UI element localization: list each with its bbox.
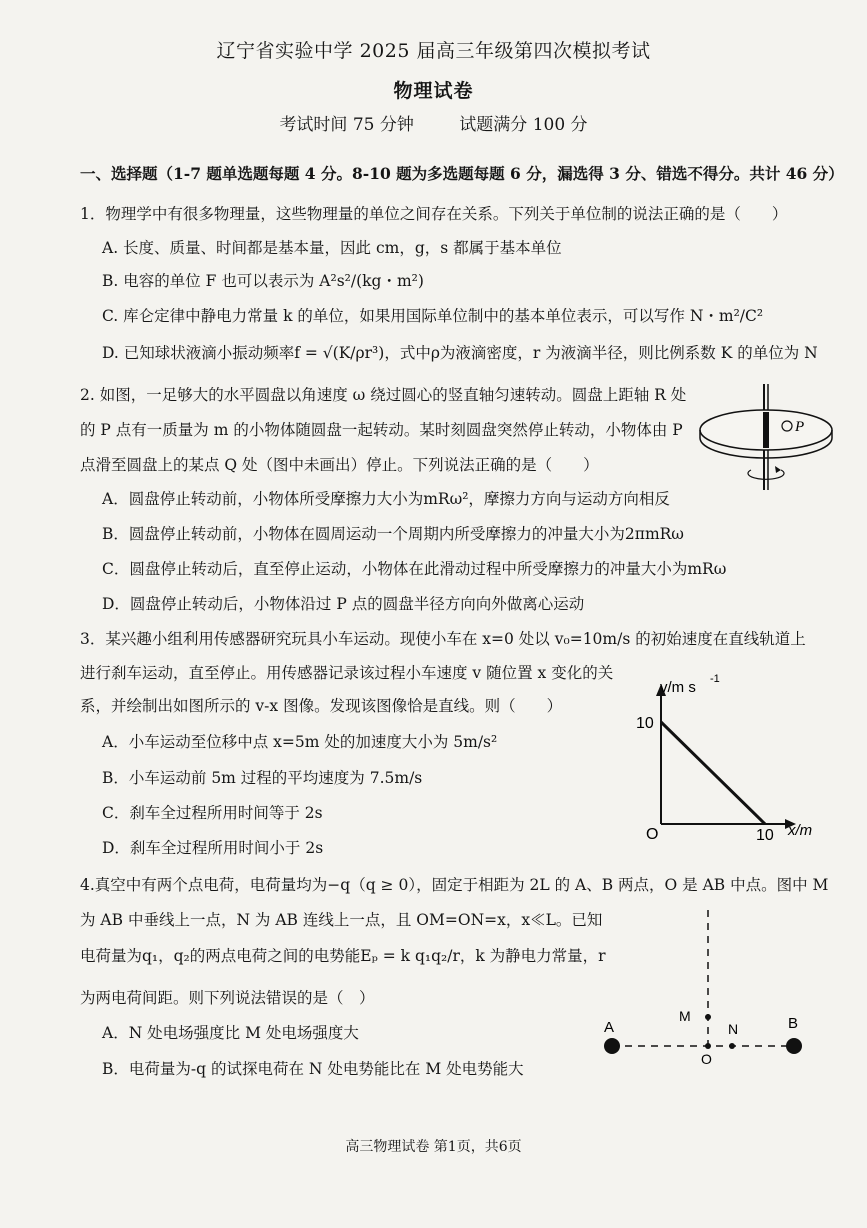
q3-stem-line3: 系，并绘制出如图所示的 v-x 图像。发现该图像恰是直线。则（ ） xyxy=(80,697,563,715)
q2-option-d: D．圆盘停止转动后，小物体沿过 P 点的圆盘半径方向向外做离心运动 xyxy=(102,595,585,613)
exam-meta xyxy=(0,110,867,135)
q1-option-a: A. 长度、质量、时间都是基本量，因此 cm，g，s 都属于基本单位 xyxy=(102,239,562,257)
q3-option-d: D．刹车全过程所用时间小于 2s xyxy=(102,839,324,857)
v-x-graph xyxy=(630,672,830,844)
exam-title: 辽宁省实验中学 2025 届高三年级第四次模拟考试 xyxy=(216,40,651,62)
q1-stem: 1．物理学中有很多物理量，这些物理量的单位之间存在关系。下列关于单位制的说法正确的是（ ） xyxy=(80,205,788,223)
v-axis-exponent: -1 xyxy=(710,673,720,685)
q3-stem-line1: 3．某兴趣小组利用传感器研究玩具小车运动。现使小车在 x=0 处以 v₀=10m/s 的初始速度在直线轨道上 xyxy=(80,630,806,648)
q2-stem-line1: 2. 如图，一足够大的水平圆盘以角速度 ω 绕过圆心的竖直轴匀速转动。圆盘上距轴 R 处 xyxy=(80,386,687,404)
q2-option-c: C．圆盘停止转动后，直至停止运动，小物体在此滑动过程中所受摩擦力的冲量大小为mRω xyxy=(102,560,727,578)
point-n xyxy=(729,1043,735,1049)
subject-title: 物理试卷 xyxy=(393,80,474,102)
point-m xyxy=(705,1014,711,1020)
q3-option-a: A．小车运动至位移中点 x=5m 处的加速度大小为 5m/s² xyxy=(102,733,498,751)
full-score: 试题满分 100 分 xyxy=(459,115,588,135)
q1-option-c: C. 库仑定律中静电力常量 k 的单位，如果用国际单位制中的基本单位表示，可以写作 N・m²/C² xyxy=(102,307,764,325)
label-a: A xyxy=(604,1019,615,1036)
q2-option-a: A．圆盘停止转动前，小物体所受摩擦力大小为mRω²，摩擦力方向与运动方向相反 xyxy=(102,490,670,508)
q4-option-a: A．N 处电场强度比 M 处电场强度大 xyxy=(102,1024,359,1042)
origin-label: O xyxy=(646,826,659,843)
section-heading: 一、选择题（1-7 题单选题每题 4 分。8-10 题为多选题每题 6 分，漏选得 3 分、错选不得分。共计 46 分） xyxy=(80,164,844,183)
q2-stem-line2: 的 P 点有一质量为 m 的小物体随圆盘一起转动。某时刻圆盘突然停止转动，小物体由 P xyxy=(80,421,683,439)
label-b: B xyxy=(788,1015,799,1032)
page-footer: 高三物理试卷 第1页，共6页 xyxy=(345,1139,522,1155)
label-m: M xyxy=(679,1008,691,1024)
y-tick-10: 10 xyxy=(636,715,654,732)
v-x-line xyxy=(661,722,765,824)
exam-time: 考试时间 75 分钟 xyxy=(279,115,414,135)
q3-option-c: C．刹车全过程所用时间等于 2s xyxy=(102,804,323,822)
label-n: N xyxy=(728,1021,739,1037)
q2-option-b: B．圆盘停止转动前，小物体在圆周运动一个周期内所受摩擦力的冲量大小为2πmRω xyxy=(102,525,684,543)
disc-axis-front xyxy=(763,412,769,448)
q1-option-b: B. 电容的单位 F 也可以表示为 A²s²/(kg・m²) xyxy=(102,272,424,290)
charge-a xyxy=(604,1038,620,1054)
rotation-arrowhead xyxy=(775,466,781,473)
q1-option-d: D. 已知球状液滴小振动频率f = √(K/ρr³)，式中ρ为液滴密度，r 为液滴半径，则比例系数 K 的单位为 N xyxy=(102,344,818,362)
q4-stem-line1: 4.真空中有两个点电荷，电荷量均为−q（q ≥ 0），固定于相距为 2L 的 A、B 两点，O 是 AB 中点。图中 M xyxy=(80,876,829,894)
q4-stem-line2: 为 AB 中垂线上一点，N 为 AB 连线上一点，且 OM=ON=x，x≪L。已知 xyxy=(80,911,603,929)
q3-option-b: B．小车运动前 5m 过程的平均速度为 7.5m/s xyxy=(102,769,423,787)
x-axis-label: x/m xyxy=(788,822,813,839)
point-p-label: P xyxy=(795,419,805,435)
two-charges-figure xyxy=(596,906,816,1066)
v-axis-label: v/m s xyxy=(660,679,696,696)
q4-stem-line3: 电荷量为q₁，q₂的两点电荷之间的电势能Eₚ = k q₁q₂/r，k 为静电力常量，r xyxy=(80,947,606,965)
charge-b xyxy=(786,1038,802,1054)
q2-stem-line3: 点滑至圆盘上的某点 Q 处（图中未画出）停止。下列说法正确的是（ ） xyxy=(80,456,599,474)
q3-stem-line2: 进行刹车运动，直至停止。用传感器记录该过程小车速度 v 随位置 x 变化的关 xyxy=(80,664,614,682)
q4-option-b: B．电荷量为-q 的试探电荷在 N 处电势能比在 M 处电势能大 xyxy=(102,1060,524,1078)
point-o xyxy=(705,1043,711,1049)
rotating-disc-figure xyxy=(695,378,845,498)
q4-stem-line4: 为两电荷间距。则下列说法错误的是（ ） xyxy=(80,989,375,1007)
label-o: O xyxy=(701,1051,712,1066)
x-tick-10: 10 xyxy=(756,827,774,844)
